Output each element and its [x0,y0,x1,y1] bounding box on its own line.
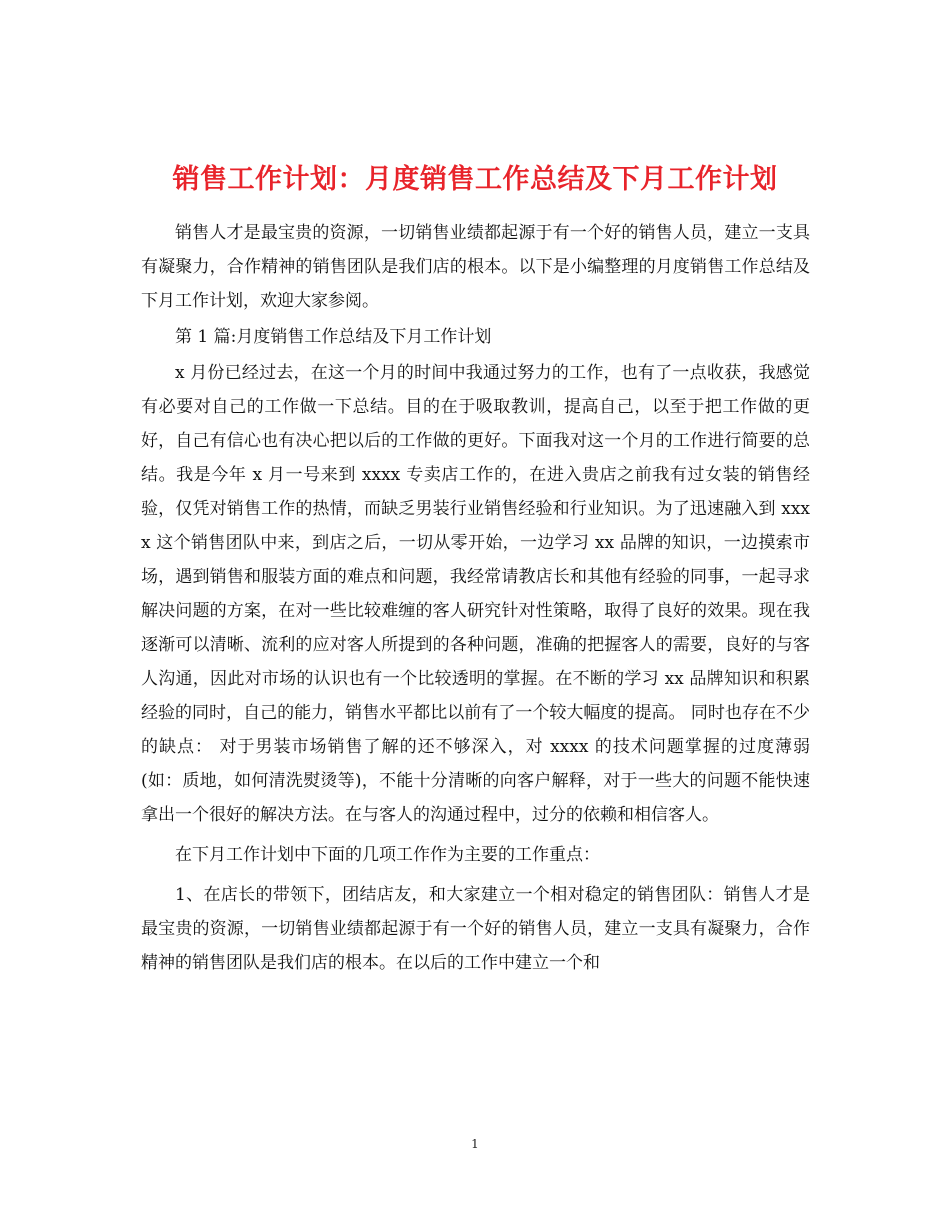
intro-paragraph: 销售人才是最宝贵的资源，一切销售业绩都起源于有一个好的销售人员，建立一支具有凝聚力，合作精神的销售团队是我们店的根本。以下是小编整理的月度销售工作总结及下月工作计划，欢迎大家参阅。 [141,223,810,311]
document-body [141,216,810,980]
document-title: 销售工作计划：月度销售工作总结及下月工作计划 [172,164,778,196]
plan-item-paragraph: 1、在店长的带领下，团结店友，和大家建立一个相对稳定的销售团队：销售人才是最宝贵的资源，一切销售业绩都起源于有一个好的销售人员，建立一支具有凝聚力，合作精神的销售团队是我们店的根本。在以后的工作中建立一个和 [141,885,810,973]
page-number: 1 [471,1137,479,1151]
summary-paragraph: x 月份已经过去，在这一个月的时间中我通过努力的工作，也有了一点收获，我感觉有必要对自己的工作做一下总结。目的在于吸取教训，提高自己，以至于把工作做的更好，自己有信心也有决心把以后的工作做的更好。下面我对这一个月的工作进行简要的总结。我是今年 x 月一号来到 xxxx 专卖店工作的，在进入贵店之前我有过女装的销售经验，仅凭对销售工作的热情，而缺乏男装行业销售经验和行业知识。为了迅速融入到 xxxx 这个销售团队中来，到店之后，一切从零开始，一边学习 xx 品牌的知识，一边摸索市场，遇到销售和服装方面的难点和问题，我经常请教店长和其他有经验的同事，一起寻求解决问题的方案，在对一些比较难缠的客人研究针对性策略，取得了良好的效果。现在我逐渐可以清晰、流利的应对客人所提到的各种问题，准确的把握客人的需要，良好的与客人沟通，因此对市场的认识也有一个比较透明的掌握。在不断的学习 xx 品牌知识和积累经验的同时，自己的能力，销售水平都比以前有了一个较大幅度的提高。 同时也存在不少的缺点： 对于男装市场销售了解的还不够深入，对 xxxx 的技术问题掌握的过度薄弱(如：质地，如何清洗熨烫等)，不能十分清晰的向客户解释，对于一些大的问题不能快速拿出一个很好的解决方法。在与客人的沟通过程中，过分的依赖和相信客人。 [141,363,810,825]
plan-intro-paragraph: 在下月工作计划中下面的几项工作作为主要的工作重点： [175,845,600,865]
section-heading: 第 1 篇:月度销售工作总结及下月工作计划 [175,327,492,347]
